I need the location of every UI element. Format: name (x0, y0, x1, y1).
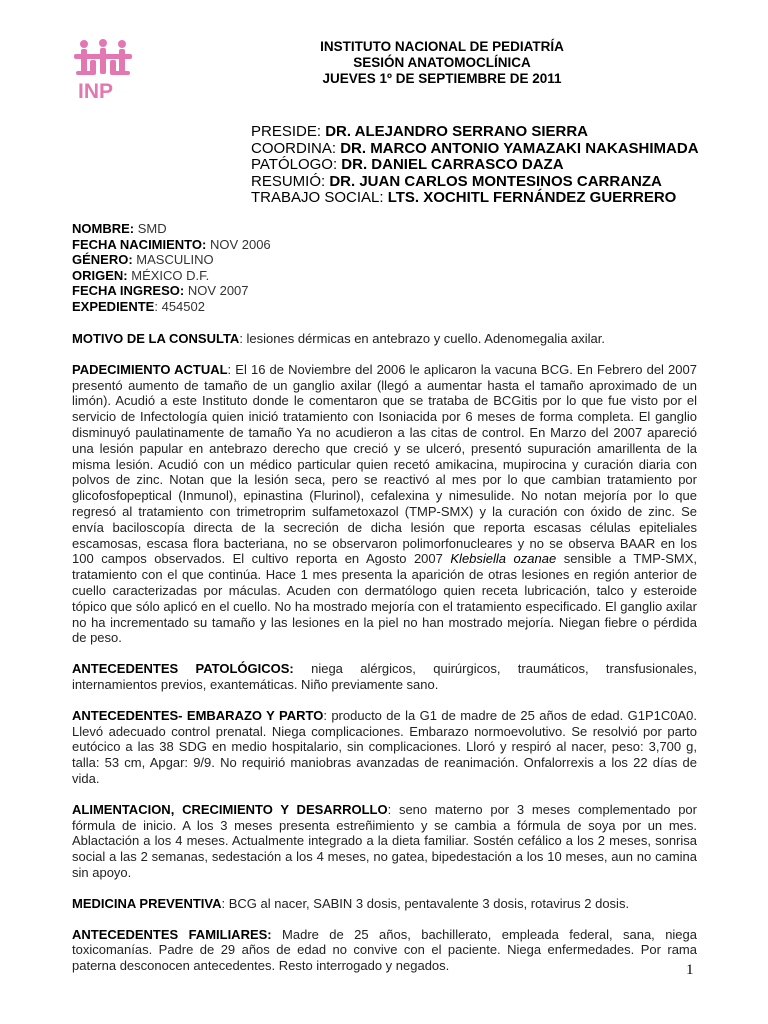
staff-resumio: RESUMIÓ: DR. JUAN CARLOS MONTESINOS CARRANZA (251, 172, 662, 190)
header-date: JUEVES 1º DE SEPTIEMBRE DE 2011 (322, 71, 562, 86)
section-patologicos: ANTECEDENTES PATOLÓGICOS: niega alérgicos, quirúrgicos, traumáticos, transfusionales, internamientos previos, exantemáticas. Niño previamente sano. (72, 661, 697, 692)
section-motivo: MOTIVO DE LA CONSULTA: lesiones dérmicas en antebrazo y cuello. Adenomegalia axilar. (72, 331, 605, 346)
patient-expediente: EXPEDIENTE: 454502 (72, 298, 205, 314)
section-alimentacion: ALIMENTACION, CRECIMIENTO Y DESARROLLO: seno materno por 3 meses complementado por fórmula de inicio. A los 3 meses presenta estreñimiento y se cambia a fórmula de soya por un mes. Ablactación a los 4 meses. Actualmente integrado a la dieta familiar. Sostén cefálico a los 2 meses, sonrisa social a las 2 semanas, sedestación a los 4 meses, no gatea, bipedestación a los 10 meses, aun no camina sin apoyo. (72, 801, 697, 880)
staff-preside: PRESIDE: DR. ALEJANDRO SERRANO SIERRA (251, 123, 588, 140)
section-embarazo: ANTECEDENTES- EMBARAZO Y PARTO: producto de la G1 de madre de 25 años de edad. G1P1C0A0. Llevó adecuado control prenatal. Niega complicaciones. Embarazo normoevolutivo. Se resolvió por parto eutócico a las 38 SDG en medio hospitalario, sin complicaciones. Lloró y respiró al nacer, peso: 3,700 g, talla: 53 cm, Apgar: 9/9. No requirió maniobras avanzadas de reanimación. Onfalorrexis a los 22 días de vida. (72, 707, 697, 786)
page-number: 1 (686, 962, 694, 978)
section-familiares: ANTECEDENTES FAMILIARES: Madre de 25 años, bachillerato, empleada federal, sana, niega toxicomanías. Padre de 29 años de edad no convive con el paciente. Niega enfermedades. Por rama paterna desconocen antecedentes. Resto interrogado y negados. (72, 926, 697, 974)
document-header (0, 39, 768, 87)
patient-fecha-nacimiento: FECHA NACIMIENTO: NOV 2006 (72, 236, 271, 252)
patient-origen: ORIGEN: MÉXICO D.F. (72, 267, 210, 283)
patient-nombre: NOMBRE: SMD (72, 221, 167, 236)
logo-text: INP (78, 80, 114, 103)
section-preventiva: MEDICINA PREVENTIVA: BCG al nacer, SABIN 3 dosis, pentavalente 3 dosis, rotavirus 2 dosis. (72, 895, 630, 911)
patient-info (72, 221, 271, 315)
patient-fecha-ingreso: FECHA INGRESO: NOV 2007 (72, 283, 249, 299)
staff-trabajo-social: TRABAJO SOCIAL: LTS. XOCHITL FERNÁNDEZ GUERRERO (251, 189, 677, 206)
clinical-sections (72, 331, 697, 989)
header-institute: INSTITUTO NACIONAL DE PEDIATRÍA (320, 39, 564, 54)
staff-list (251, 124, 699, 207)
header-session: SESIÓN ANATOMOCLÍNICA (353, 55, 531, 70)
staff-patologo: PATÓLOGO: DR. DANIEL CARRASCO DAZA (251, 156, 564, 173)
section-padecimiento: PADECIMIENTO ACTUAL: El 16 de Noviembre del 2006 le aplicaron la vacuna BCG. En Febrero del 2007 presentó aumento de tamaño de un ganglio axilar (llegó a aumentar hasta el tamaño aproximado de un limón). Acudió a este Instituto donde le comentaron que se trataba de BCGitis por lo que fue visto por el servicio de Infectología quien inició tratamiento con Isoniacida por 6 meses de forma completa. El ganglio disminuyó paulatinamente de tamaño Ya no acudieron a las citas de control. En Marzo del 2007 apareció una lesión papular en antebrazo derecho que creció y se ulceró, presentó supuración amarillenta de la misma lesión. Acudió con un médico particular quien recetó amikacina, mupirocina y curación diaria con polvos de zinc. Notan que la lesión seca, pero se reactivó al mes por lo que cambian tratamiento por glicofosfopeptical (Inmunol), epinastina (Flurinol), cefalexina y nimesulide. No notan mejoría por lo que regresó al tratamiento con trimetroprim sulfametoxazol (TMP-SMX) y la curación con óxido de zinc. Se envía baciloscopía directa de la secreción de dicha lesión que reporta escasas células epiteliales escamosas, escasa flora bacteriana, no se observaron polimorfonucleares y no se observa BAAR en los 100 campos observados. El cultivo reporta en Agosto 2007 Klebsiella ozanae sensible a TMP-SMX, tratamiento con el que continúa. Hace 1 mes presenta la aparición de otras lesiones en región anterior de cuello caracterizadas por máculas. Acuden con dermatólogo quien receta lubricación, talco y esteroide tópico que sólo aplicó en el cuello. No ha mostrado mejoría con el tratamiento especificado. El ganglio axilar no ha incrementado su tamaño y las lesiones en la piel no han mostrado mejoría. Niegan fiebre o pérdida de peso. (72, 361, 697, 646)
staff-coordina: COORDINA: DR. MARCO ANTONIO YAMAZAKI NAKASHIMADA (251, 139, 699, 157)
patient-genero: GÉNERO: MASCULINO (72, 252, 214, 268)
